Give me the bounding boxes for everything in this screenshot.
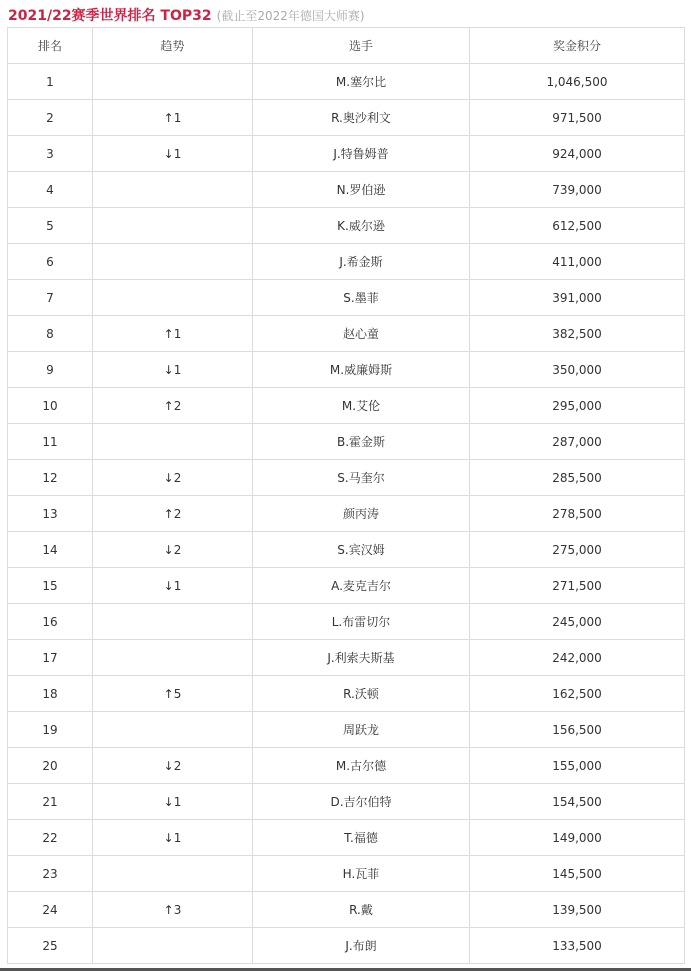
player-cell: H.瓦菲 — [253, 856, 470, 892]
trend-cell — [93, 640, 253, 676]
points-cell: 145,500 — [470, 856, 685, 892]
points-cell: 271,500 — [470, 568, 685, 604]
points-cell: 242,000 — [470, 640, 685, 676]
table-row — [8, 280, 685, 316]
table-row — [8, 676, 685, 712]
table-row — [8, 856, 685, 892]
player-cell: L.布雷切尔 — [253, 604, 470, 640]
trend-cell — [93, 64, 253, 100]
rank-cell: 19 — [8, 712, 93, 748]
player-cell: R.沃顿 — [253, 676, 470, 712]
points-cell: 1,046,500 — [470, 64, 685, 100]
table-row — [8, 532, 685, 568]
trend-cell: ↓1 — [93, 784, 253, 820]
table-row — [8, 388, 685, 424]
table-row — [8, 64, 685, 100]
table-row — [8, 352, 685, 388]
trend-cell — [93, 280, 253, 316]
table-row — [8, 784, 685, 820]
column-header-trend: 趋势 — [93, 28, 253, 64]
rank-cell: 3 — [8, 136, 93, 172]
table-row — [8, 244, 685, 280]
table-row — [8, 172, 685, 208]
column-header-rank: 排名 — [8, 28, 93, 64]
rank-cell: 12 — [8, 460, 93, 496]
table-row — [8, 316, 685, 352]
trend-cell — [93, 208, 253, 244]
rank-cell: 17 — [8, 640, 93, 676]
points-cell: 162,500 — [470, 676, 685, 712]
rank-cell: 4 — [8, 172, 93, 208]
points-cell: 139,500 — [470, 892, 685, 928]
trend-cell: ↓1 — [93, 136, 253, 172]
points-cell: 245,000 — [470, 604, 685, 640]
table-row — [8, 568, 685, 604]
points-cell: 739,000 — [470, 172, 685, 208]
player-cell: 周跃龙 — [253, 712, 470, 748]
table-row — [8, 892, 685, 928]
rank-cell: 21 — [8, 784, 93, 820]
points-cell: 156,500 — [470, 712, 685, 748]
rank-cell: 14 — [8, 532, 93, 568]
trend-cell: ↓1 — [93, 820, 253, 856]
trend-cell — [93, 856, 253, 892]
column-header-points: 奖金积分 — [470, 28, 685, 64]
points-cell: 350,000 — [470, 352, 685, 388]
trend-cell: ↓2 — [93, 532, 253, 568]
table-row — [8, 748, 685, 784]
rank-cell: 8 — [8, 316, 93, 352]
trend-cell: ↓2 — [93, 748, 253, 784]
table-row — [8, 496, 685, 532]
points-cell: 133,500 — [470, 928, 685, 964]
points-cell: 278,500 — [470, 496, 685, 532]
table-row — [8, 604, 685, 640]
player-cell: S.宾汉姆 — [253, 532, 470, 568]
points-cell: 155,000 — [470, 748, 685, 784]
points-cell: 149,000 — [470, 820, 685, 856]
page-subtitle: (截止至2022年德国大师赛) — [216, 9, 365, 23]
trend-cell: ↑2 — [93, 496, 253, 532]
trend-cell — [93, 172, 253, 208]
rank-cell: 25 — [8, 928, 93, 964]
page-header — [8, 4, 365, 26]
rank-cell: 7 — [8, 280, 93, 316]
rank-cell: 10 — [8, 388, 93, 424]
trend-cell: ↑3 — [93, 892, 253, 928]
player-cell: J.利索夫斯基 — [253, 640, 470, 676]
trend-cell: ↑1 — [93, 316, 253, 352]
page-title: 2021/22赛季世界排名 TOP32 — [8, 8, 212, 24]
player-cell: M.艾伦 — [253, 388, 470, 424]
player-cell: A.麦克吉尔 — [253, 568, 470, 604]
table-row — [8, 712, 685, 748]
trend-cell — [93, 712, 253, 748]
rank-cell: 6 — [8, 244, 93, 280]
points-cell: 391,000 — [470, 280, 685, 316]
player-cell: M.塞尔比 — [253, 64, 470, 100]
player-cell: R.戴 — [253, 892, 470, 928]
rank-cell: 9 — [8, 352, 93, 388]
player-cell: J.布朗 — [253, 928, 470, 964]
rank-cell: 2 — [8, 100, 93, 136]
rank-cell: 24 — [8, 892, 93, 928]
rank-cell: 11 — [8, 424, 93, 460]
table-header-row — [8, 28, 685, 64]
points-cell: 382,500 — [470, 316, 685, 352]
points-cell: 411,000 — [470, 244, 685, 280]
table-row — [8, 460, 685, 496]
table-row — [8, 100, 685, 136]
player-cell: 赵心童 — [253, 316, 470, 352]
trend-cell — [93, 604, 253, 640]
player-cell: R.奥沙利文 — [253, 100, 470, 136]
trend-cell: ↑2 — [93, 388, 253, 424]
rank-cell: 5 — [8, 208, 93, 244]
rank-cell: 16 — [8, 604, 93, 640]
table-row — [8, 208, 685, 244]
points-cell: 275,000 — [470, 532, 685, 568]
rank-cell: 22 — [8, 820, 93, 856]
player-cell: K.威尔逊 — [253, 208, 470, 244]
points-cell: 154,500 — [470, 784, 685, 820]
rank-cell: 23 — [8, 856, 93, 892]
player-cell: J.特鲁姆普 — [253, 136, 470, 172]
player-cell: N.罗伯逊 — [253, 172, 470, 208]
rank-cell: 1 — [8, 64, 93, 100]
rank-cell: 18 — [8, 676, 93, 712]
trend-cell — [93, 928, 253, 964]
trend-cell — [93, 244, 253, 280]
table-header — [8, 28, 685, 64]
trend-cell: ↓2 — [93, 460, 253, 496]
player-cell: M.威廉姆斯 — [253, 352, 470, 388]
table-row — [8, 136, 685, 172]
player-cell: B.霍金斯 — [253, 424, 470, 460]
table-row — [8, 928, 685, 964]
points-cell: 287,000 — [470, 424, 685, 460]
rank-cell: 20 — [8, 748, 93, 784]
trend-cell: ↓1 — [93, 568, 253, 604]
player-cell: T.福德 — [253, 820, 470, 856]
points-cell: 612,500 — [470, 208, 685, 244]
player-cell: D.吉尔伯特 — [253, 784, 470, 820]
ranking-table — [7, 27, 685, 964]
points-cell: 924,000 — [470, 136, 685, 172]
player-cell: M.古尔德 — [253, 748, 470, 784]
trend-cell: ↑5 — [93, 676, 253, 712]
column-header-player: 选手 — [253, 28, 470, 64]
player-cell: S.墨菲 — [253, 280, 470, 316]
points-cell: 971,500 — [470, 100, 685, 136]
table-row — [8, 640, 685, 676]
trend-cell — [93, 424, 253, 460]
rank-cell: 15 — [8, 568, 93, 604]
player-cell: S.马奎尔 — [253, 460, 470, 496]
points-cell: 295,000 — [470, 388, 685, 424]
table-row — [8, 424, 685, 460]
table-body — [8, 64, 685, 964]
trend-cell: ↓1 — [93, 352, 253, 388]
points-cell: 285,500 — [470, 460, 685, 496]
trend-cell: ↑1 — [93, 100, 253, 136]
player-cell: 颜丙涛 — [253, 496, 470, 532]
player-cell: J.希金斯 — [253, 244, 470, 280]
rank-cell: 13 — [8, 496, 93, 532]
table-row — [8, 820, 685, 856]
